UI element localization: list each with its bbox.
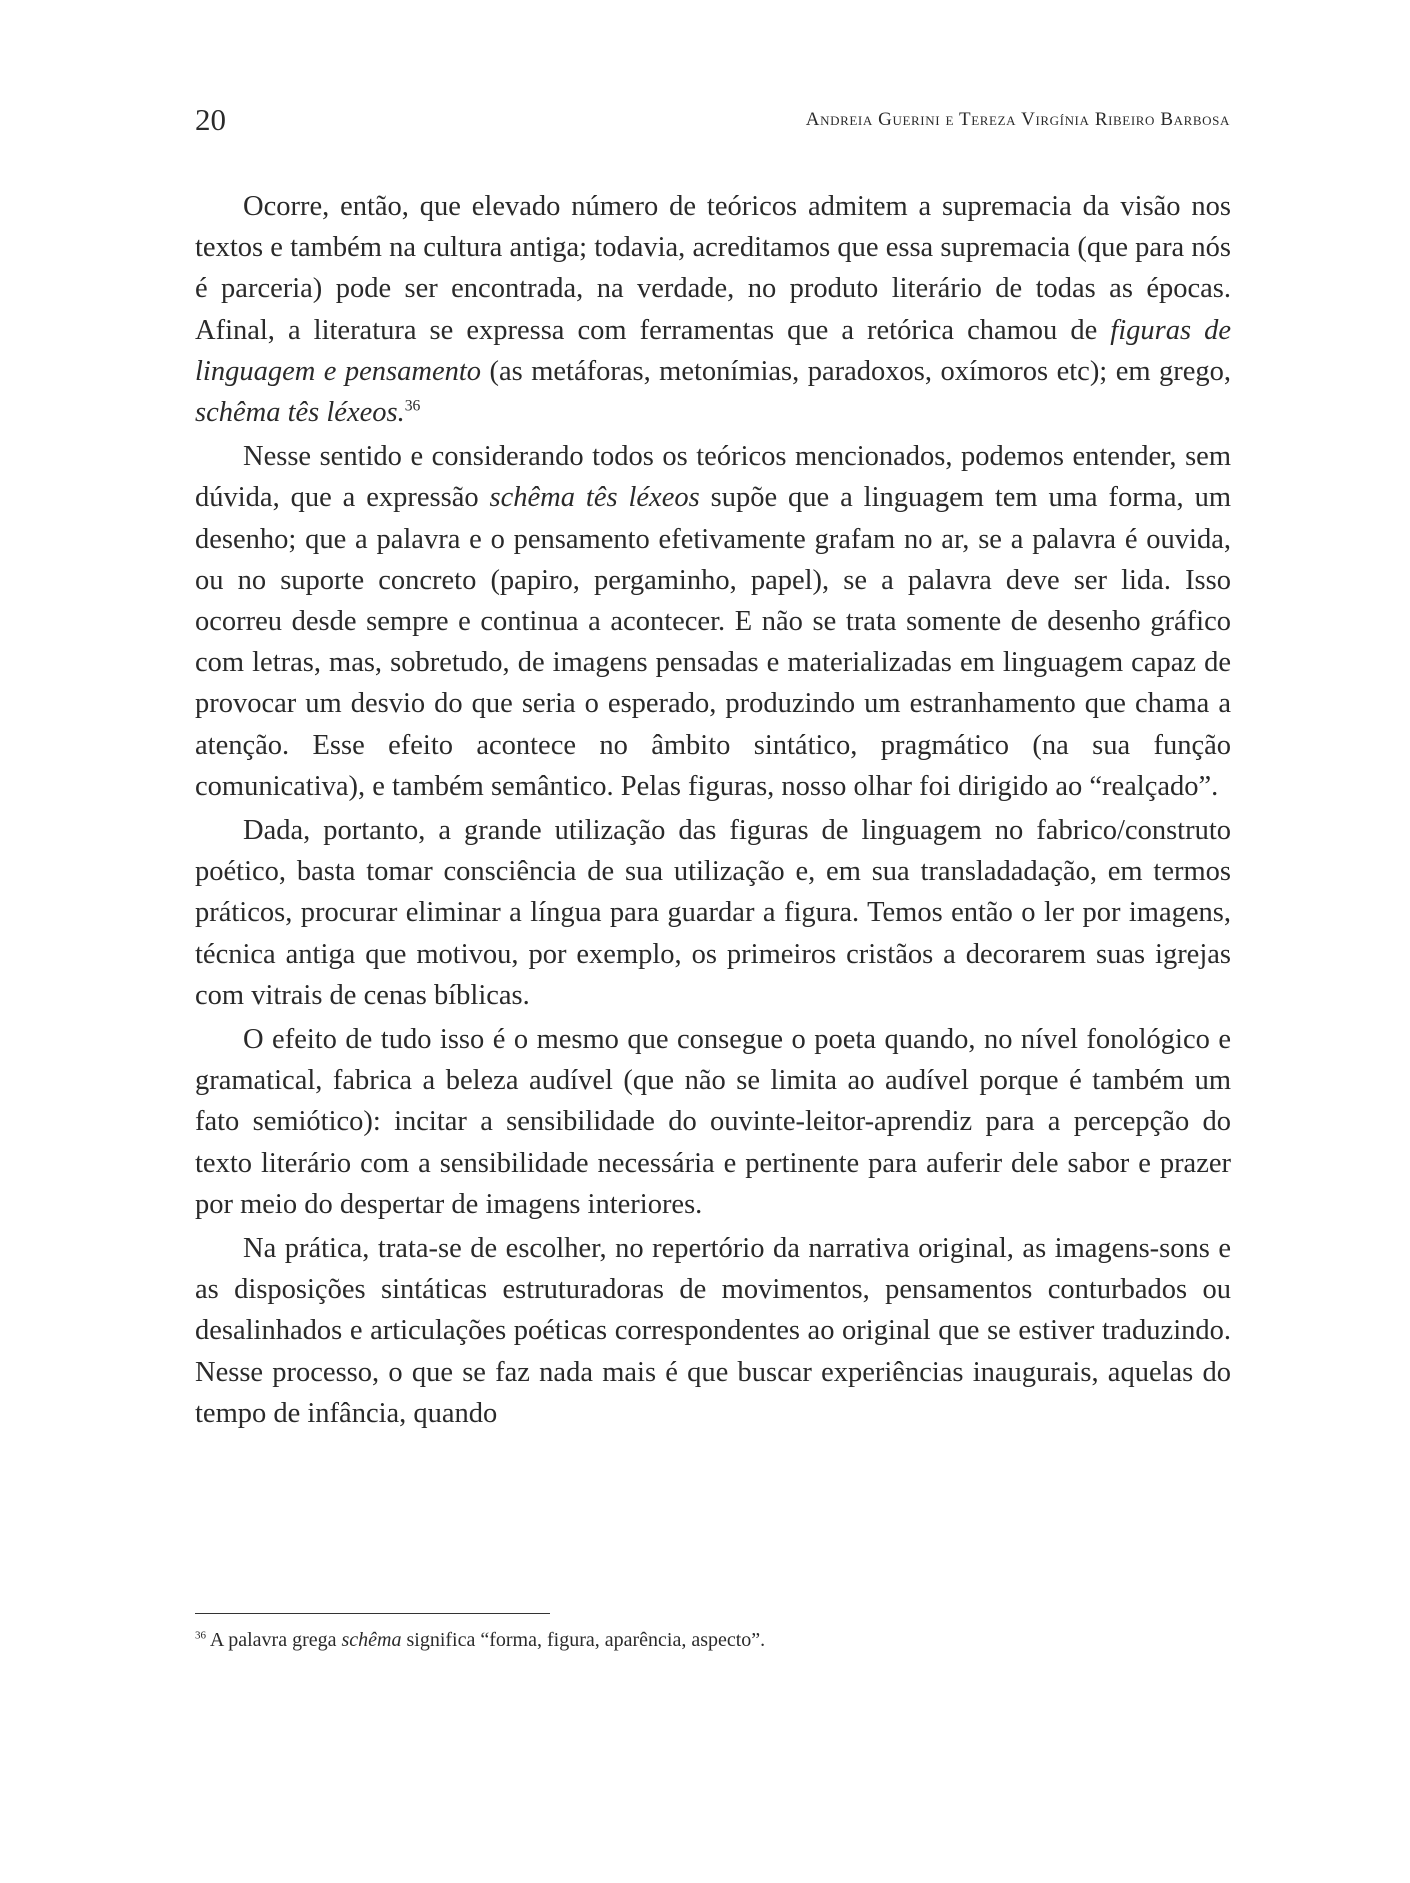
paragraph-5: Na prática, trata-se de escolher, no repertório da narrativa original, as imagens-sons e as disposições sintáticas estruturadoras de movimentos, pensamentos conturbados ou desalinhados e articulações poéticas correspondentes ao original que se estiver traduzindo. Nesse processo, o que se faz nada mais é que buscar experiências inaugurais, aquelas do tempo de infância, quando (195, 1233, 1231, 1429)
footnote-reference[interactable]: 36 (404, 397, 421, 415)
paragraph-4: O efeito de tudo isso é o mesmo que consegue o poeta quando, no nível fonológico e gramatical, fabrica a beleza audível (que não se limita ao audível porque é também um fato semiótico): incitar a sensibilidade do ouvinte-leitor-aprendiz para a percepção do texto literário com a sensibilidade necessária e pertinente para auferir dele sabor e prazer por meio do despertar de imagens interiores. (195, 1024, 1231, 1220)
paragraph-1-italic-1: figuras de linguagem e pensamento (195, 314, 1231, 387)
paragraph-1-text-a: Ocorre, então, que elevado número de teóricos admitem a supremacia da visão nos textos e também na cultura antiga; todavia, acreditamos que essa supremacia (que para nós é parceria) pode ser encontrada, na verdade, no produto literário de todas as épocas. Afinal, a literatura se expressa com ferramentas que a retórica chamou de (195, 191, 1231, 346)
footnote-text-b: significa “forma, figura, aparência, aspecto”. (401, 1629, 766, 1651)
running-head: Andreia Guerini e Tereza Virgínia Ribeiro Barbosa (805, 109, 1230, 130)
footnote-number: 36 (195, 1629, 206, 1642)
paragraph-1-italic-2: schêma tês léxeos. (195, 397, 405, 429)
body-text (195, 186, 1231, 1434)
paragraph-1 (195, 186, 1231, 433)
page-number: 20 (195, 102, 226, 137)
footnote-italic: schêma (341, 1629, 402, 1651)
paragraph-2 (195, 436, 1231, 807)
paragraph-1-text-b: (as metáforas, metonímias, paradoxos, oxímoros etc); em grego, (481, 355, 1231, 387)
paragraph-2-text-b: supõe que a linguagem tem uma forma, um desenho; que a palavra e o pensamento efetivamente grafam no ar, se a palavra é ouvida, ou no suporte concreto (papiro, pergaminho, papel), se a palavra deve ser lida. Isso ocorreu desde sempre e continua a acontecer. E não se trata somente de desenho gráfico com letras, mas, sobretudo, de imagens pensadas e materializadas em linguagem capaz de provocar um desvio do que seria o esperado, produzindo um estranhamento que chama a atenção. Esse efeito acontece no âmbito sintático, pragmático (na sua função comunicativa), e também semântico. Pelas figuras, nosso olhar foi dirigido ao “realçado”. (195, 482, 1231, 802)
paragraph-2-italic-1: schêma tês léxeos (489, 482, 700, 514)
footnote (195, 1626, 1231, 1654)
footnote-text-a: A palavra grega (206, 1629, 342, 1651)
paragraph-2-text-a: Nesse sentido e considerando todos os teóricos mencionados, podemos entender, sem dúvida, que a expressão (195, 441, 1231, 514)
page-header (195, 100, 1230, 140)
footnote-separator (195, 1613, 550, 1614)
paragraph-3: Dada, portanto, a grande utilização das figuras de linguagem no fabrico/construto poético, basta tomar consciência de sua utilização e, em sua transladadação, em termos práticos, procurar eliminar a língua para guardar a figura. Temos então o ler por imagens, técnica antiga que motivou, por exemplo, os primeiros cristãos a decorarem suas igrejas com vitrais de cenas bíblicas. (195, 815, 1231, 1011)
